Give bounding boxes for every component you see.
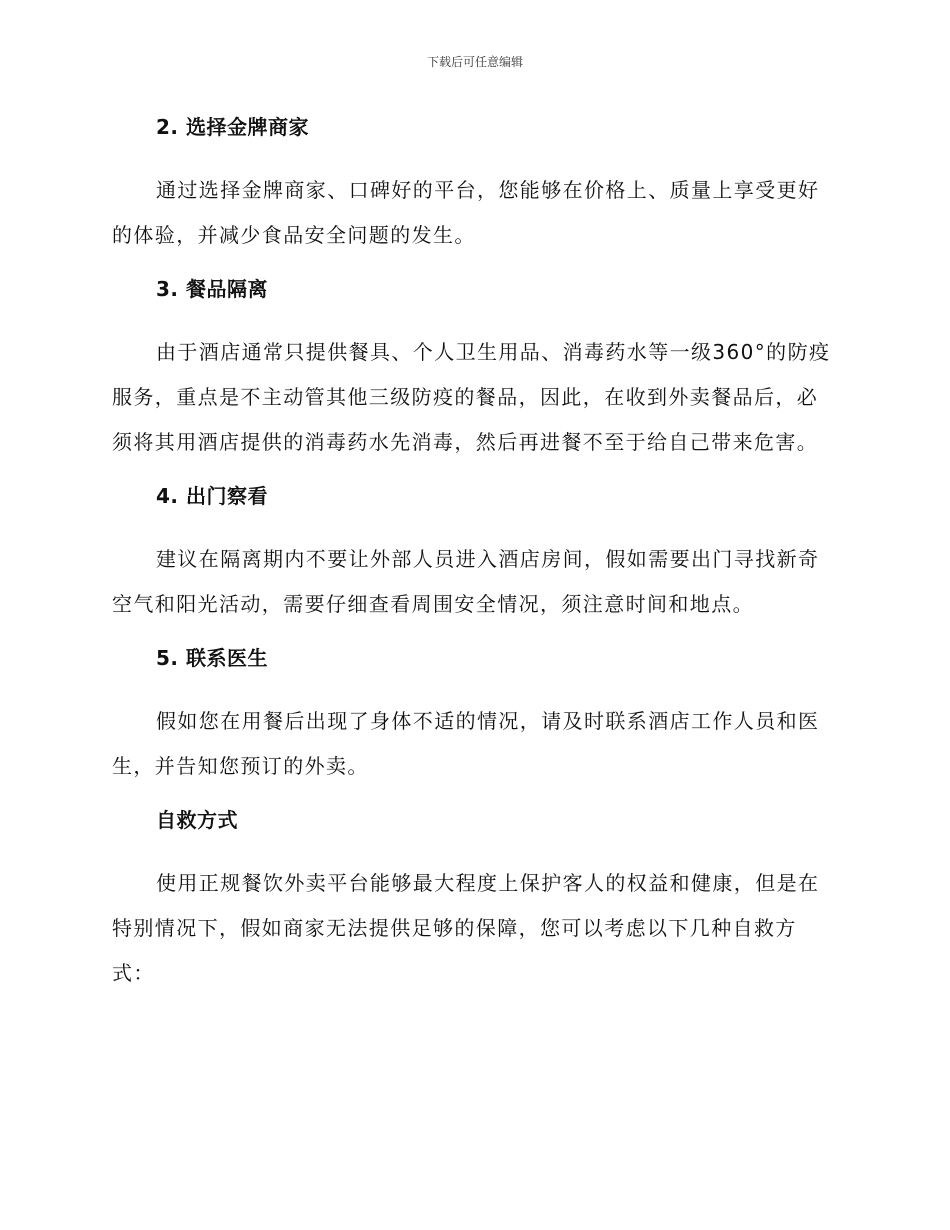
section-heading-contact-doctor: 5. 联系医生 bbox=[156, 646, 268, 670]
section-heading-meal-isolation: 3. 餐品隔离 bbox=[156, 277, 268, 301]
section-paragraph-self-rescue: 使用正规餐饮外卖平台能够最大程度上保护客人的权益和健康，但是在特别情况下，假如商家无法提供足够的保障，您可以考虑以下几种自救方式： bbox=[112, 871, 820, 985]
document-body bbox=[112, 110, 832, 1010]
section-heading-gold-merchant: 2. 选择金牌商家 bbox=[156, 115, 309, 139]
page-header: 下载后可任意编辑 bbox=[426, 55, 523, 69]
section-paragraph-contact-doctor: 假如您在用餐后出现了身体不适的情况，请及时联系酒店工作人员和医生，并告知您预订的外卖。 bbox=[112, 709, 820, 778]
section-paragraph-going-out: 建议在隔离期内不要让外部人员进入酒店房间，假如需要出门寻找新奇空气和阳光活动，需要仔细查看周围安全情况，须注意时间和地点。 bbox=[112, 547, 820, 616]
section-paragraph-gold-merchant: 通过选择金牌商家、口碑好的平台，您能够在价格上、质量上享受更好的体验，并减少食品安全问题的发生。 bbox=[112, 178, 820, 247]
section-paragraph-meal-isolation: 由于酒店通常只提供餐具、个人卫生用品、消毒药水等一级360°的防疫服务，重点是不主动管其他三级防疫的餐品，因此，在收到外卖餐品后，必须将其用酒店提供的消毒药水先消毒，然后再进餐不至于给自己带来危害。 bbox=[112, 340, 831, 454]
section-heading-going-out: 4. 出门察看 bbox=[156, 484, 268, 508]
section-heading-self-rescue: 自救方式 bbox=[156, 808, 238, 832]
